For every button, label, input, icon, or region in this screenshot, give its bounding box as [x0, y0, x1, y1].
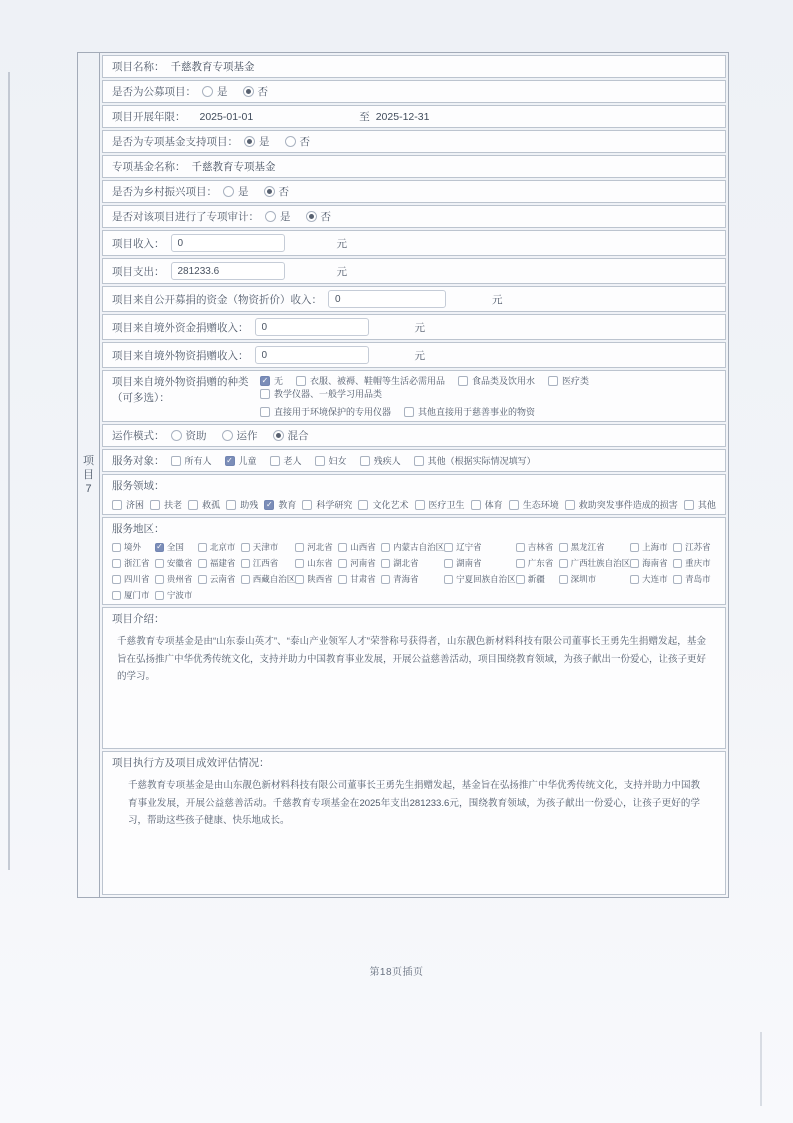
radio-option[interactable]: [171, 428, 207, 443]
form-row-expense: [102, 258, 726, 284]
checkbox-option[interactable]: [226, 498, 258, 511]
project-intro-text: 千慈教育专项基金是由“山东泰山英才”、“泰山产业领军人才”荣誉称号获得者，山东靓色新材料科技有限公司董事长王勇先生捐赠发起，基金旨在弘扬推广中华优秀传统文化，支持并助力中国教育事业发展，开展公益慈善活动，项目围绕教育领域，为孩子献出一份爱心，让孩子更好的学习。: [117, 636, 707, 683]
checkbox-option[interactable]: [338, 573, 381, 585]
checkbox-option[interactable]: [295, 557, 338, 569]
public-donation-income-label: 项目来自公开募捐的资金（物资折价）收入：: [112, 293, 322, 306]
option-label: 甘肃省: [350, 574, 376, 584]
option-label: 救孤: [202, 500, 221, 510]
checkbox-unchecked-icon: [415, 500, 425, 510]
duration-start-value: 2025-01-01: [199, 110, 254, 123]
option-label: 其他: [697, 500, 716, 510]
checkbox-option[interactable]: [444, 541, 516, 553]
checkbox-option[interactable]: [112, 557, 155, 569]
option-label: 湖南省: [456, 558, 482, 568]
expense-unit: 元: [336, 265, 347, 278]
option-label: 残疾人: [373, 456, 401, 466]
checkbox-unchecked-icon: [241, 543, 250, 552]
service-fields-label: 服务领域：: [112, 480, 165, 492]
checkbox-option[interactable]: [260, 387, 382, 400]
checkbox-unchecked-icon: [630, 543, 639, 552]
option-label: 否: [278, 186, 289, 198]
option-label: 宁夏回族自治区: [456, 574, 516, 584]
overseas-goods-income-unit: 元: [414, 349, 425, 362]
form-rows: [100, 53, 728, 897]
option-label: 扶老: [164, 500, 183, 510]
option-label: 河北省: [307, 542, 333, 552]
overseas-goods-types-label-line1: 项目来自境外物资捐赠的种类: [112, 376, 249, 388]
form-row-overseas-goods-types: [102, 370, 726, 422]
checkbox-unchecked-icon: [444, 543, 453, 552]
radio-option[interactable]: [306, 209, 332, 224]
special-fund-name-value: 千慈教育专项基金: [191, 161, 276, 173]
checkbox-option[interactable]: [241, 541, 296, 553]
checkbox-unchecked-icon: [260, 407, 270, 417]
checkbox-option[interactable]: [225, 454, 257, 467]
page-number-footer: 第18页插页: [369, 967, 424, 978]
checkbox-option[interactable]: [112, 589, 155, 601]
checkbox-unchecked-icon: [315, 456, 325, 466]
form-row-special-fund-name: [102, 155, 726, 178]
option-label: 湖北省: [393, 558, 419, 568]
radio-checked-icon: [306, 211, 317, 222]
option-label: 食品类及饮用水: [472, 376, 536, 386]
overseas-goods-types-line2: [260, 405, 716, 418]
option-label: 青海省: [393, 574, 419, 584]
checkbox-unchecked-icon: [444, 559, 453, 568]
expense-input[interactable]: [171, 262, 285, 280]
checkbox-option[interactable]: [516, 557, 559, 569]
form-row-overseas-goods-income: [102, 342, 726, 368]
form-row-public-donation-income: [102, 286, 726, 312]
checkbox-unchecked-icon: [295, 543, 304, 552]
form-row-overseas-fund-income: [102, 314, 726, 340]
option-label: 浙江省: [124, 558, 150, 568]
checkbox-unchecked-icon: [381, 575, 390, 584]
checkbox-option[interactable]: [458, 374, 535, 387]
checkbox-unchecked-icon: [338, 559, 347, 568]
checkbox-unchecked-icon: [673, 559, 682, 568]
checkbox-unchecked-icon: [155, 591, 164, 600]
form-row-service-areas: [102, 517, 726, 605]
radio-checked-icon: [273, 430, 284, 441]
checkbox-unchecked-icon: [381, 543, 390, 552]
radio-option[interactable]: [223, 184, 249, 199]
option-label: 北京市: [209, 542, 236, 552]
checkbox-option[interactable]: [358, 498, 408, 511]
radio-option[interactable]: [243, 84, 269, 99]
checkbox-checked-icon: [225, 456, 235, 466]
special-fund-supported-label: 是否为专项基金支持项目：: [112, 136, 238, 148]
option-label: 文化艺术: [372, 500, 409, 510]
checkbox-option[interactable]: [155, 557, 198, 569]
checkbox-unchecked-icon: [516, 575, 525, 584]
option-label: 济困: [126, 500, 145, 510]
checkbox-option[interactable]: [315, 454, 347, 467]
service-areas-label: 服务地区：: [112, 523, 165, 535]
overseas-goods-income-label: 项目来自境外物资捐赠收入：: [112, 349, 249, 362]
option-label: 救助突发事件造成的损害: [578, 500, 678, 510]
checkbox-unchecked-icon: [684, 500, 694, 510]
option-label: 否: [299, 136, 310, 148]
option-label: 山西省: [350, 542, 376, 552]
checkbox-unchecked-icon: [260, 389, 270, 399]
checkbox-option[interactable]: [559, 573, 631, 585]
checkbox-unchecked-icon: [188, 500, 198, 510]
overseas-fund-income-unit: 元: [414, 321, 425, 334]
checkbox-unchecked-icon: [112, 559, 121, 568]
option-label: 老人: [283, 456, 302, 466]
checkbox-unchecked-icon: [358, 500, 368, 510]
form-row-evaluation: [102, 751, 726, 895]
option-label: 其他直接用于慈善事业的物资: [418, 407, 536, 417]
checkbox-unchecked-icon: [112, 543, 121, 552]
checkbox-unchecked-icon: [444, 575, 453, 584]
option-label: 厦门市: [124, 590, 150, 600]
radio-option[interactable]: [265, 209, 291, 224]
option-label: 上海市: [642, 542, 668, 552]
checkbox-unchecked-icon: [155, 559, 164, 568]
option-label: 境外: [124, 542, 142, 552]
income-label: 项目收入：: [112, 237, 165, 250]
radio-unchecked-icon: [223, 186, 234, 197]
option-label: 深圳市: [570, 574, 597, 584]
duration-to-label: 至: [359, 111, 370, 123]
checkbox-unchecked-icon: [559, 543, 568, 552]
option-label: 海南省: [642, 558, 668, 568]
option-label: 助残: [240, 500, 259, 510]
option-label: 新疆: [527, 574, 545, 584]
checkbox-unchecked-icon: [112, 575, 121, 584]
overseas-goods-types-line1: [260, 374, 716, 400]
radio-unchecked-icon: [202, 86, 213, 97]
audit-radio-group: [265, 209, 331, 224]
checkbox-option[interactable]: [565, 498, 678, 511]
option-label: 是: [217, 86, 228, 98]
checkbox-unchecked-icon: [198, 543, 207, 552]
checkbox-unchecked-icon: [295, 575, 304, 584]
option-label: 教学仪器、一般学习用品类: [274, 389, 383, 399]
checkbox-option[interactable]: [559, 541, 631, 553]
option-label: 其他（根据实际情况填写）: [427, 456, 536, 466]
checkbox-option[interactable]: [509, 498, 559, 511]
project-name-value: 千慈教育专项基金: [170, 61, 255, 73]
checkbox-option[interactable]: [381, 541, 444, 553]
service-areas-checkbox-group: [112, 541, 716, 601]
option-label: 是: [238, 186, 249, 198]
form-row-service-fields: [102, 474, 726, 515]
checkbox-unchecked-icon: [673, 543, 682, 552]
checkbox-option[interactable]: [155, 573, 198, 585]
special-fund-supported-radio-group: [244, 134, 310, 149]
option-label: 全国: [166, 542, 184, 552]
checkbox-unchecked-icon: [565, 500, 575, 510]
option-label: 广东省: [527, 558, 554, 568]
checkbox-option[interactable]: [171, 454, 212, 467]
option-label: 贵州省: [166, 574, 193, 584]
project-intro-label: 项目介绍：: [112, 613, 165, 625]
checkbox-option[interactable]: [516, 541, 559, 553]
duration-label: 项目开展年限：: [112, 111, 186, 123]
checkbox-option[interactable]: [673, 557, 716, 569]
operation-mode-label: 运作模式：: [112, 430, 165, 442]
checkbox-unchecked-icon: [155, 575, 164, 584]
checkbox-option[interactable]: [516, 573, 559, 585]
option-label: 吉林省: [527, 542, 554, 552]
checkbox-checked-icon: [155, 543, 164, 552]
checkbox-unchecked-icon: [112, 500, 122, 510]
option-label: 江西省: [252, 558, 279, 568]
checkbox-unchecked-icon: [198, 575, 207, 584]
option-label: 宁波市: [166, 590, 193, 600]
form-row-audit: [102, 205, 726, 228]
checkbox-unchecked-icon: [241, 575, 250, 584]
option-label: 云南省: [209, 574, 236, 584]
option-label: 青岛市: [685, 574, 711, 584]
option-label: 是: [259, 136, 270, 148]
evaluation-text: 千慈教育专项基金是由山东靓色新材料科技有限公司董事长王勇先生捐赠发起，基金旨在弘扬推广中华优秀传统文化，支持并助力中国教育事业发展，开展公益慈善活动。千慈教育专项基金在2025年支出281233.6元，围绕教育领域，为孩子献出一份爱心，让孩子更好的学习，帮助这些孩子健康、快乐地成长。: [128, 780, 700, 827]
rural-revitalization-label: 是否为乡村振兴项目：: [112, 186, 217, 198]
overseas-goods-types-label-line2: （可多选）：: [112, 392, 170, 405]
radio-option[interactable]: [273, 428, 309, 443]
public-fundraising-radio-group: [202, 84, 268, 99]
row-group-label-column: [78, 53, 100, 897]
radio-option[interactable]: [202, 84, 228, 99]
radio-option[interactable]: [222, 428, 258, 443]
checkbox-option[interactable]: [198, 557, 241, 569]
option-label: 否: [257, 86, 268, 98]
option-label: 福建省: [209, 558, 236, 568]
checkbox-option[interactable]: [260, 405, 391, 418]
radio-checked-icon: [264, 186, 275, 197]
option-label: 是: [280, 211, 291, 223]
checkbox-option[interactable]: [630, 557, 673, 569]
option-label: 教育: [278, 500, 297, 510]
option-label: 天津市: [252, 542, 279, 552]
checkbox-option[interactable]: [270, 454, 302, 467]
radio-checked-icon: [243, 86, 254, 97]
checkbox-option[interactable]: [241, 557, 296, 569]
checkbox-option[interactable]: [414, 454, 536, 467]
checkbox-unchecked-icon: [509, 500, 519, 510]
option-label: 重庆市: [685, 558, 711, 568]
checkbox-option[interactable]: [198, 573, 241, 585]
scan-edge-artifact: [8, 72, 10, 870]
checkbox-option[interactable]: [112, 541, 155, 553]
option-label: 混合: [287, 430, 309, 442]
form-row-operation-mode: [102, 424, 726, 447]
option-label: 资助: [185, 430, 207, 442]
overseas-fund-income-input[interactable]: [255, 318, 369, 336]
form-row-service-targets: [102, 449, 726, 472]
form-row-income: [102, 230, 726, 256]
checkbox-option[interactable]: [296, 374, 445, 387]
checkbox-option[interactable]: [630, 541, 673, 553]
overseas-goods-types-options: [260, 374, 716, 418]
option-label: 陕西省: [307, 574, 333, 584]
checkbox-unchecked-icon: [338, 543, 347, 552]
checkbox-unchecked-icon: [471, 500, 481, 510]
operation-mode-radio-group: [171, 428, 309, 443]
option-label: 医疗类: [562, 376, 590, 386]
form-row-project-name: [102, 55, 726, 78]
checkbox-option[interactable]: [548, 374, 589, 387]
checkbox-checked-icon: [264, 500, 274, 510]
form-row-special-fund-supported: [102, 130, 726, 153]
option-label: 广西壮族自治区: [570, 558, 631, 568]
checkbox-unchecked-icon: [559, 559, 568, 568]
option-label: 生态环境: [522, 500, 559, 510]
checkbox-option[interactable]: [112, 498, 144, 511]
checkbox-option[interactable]: [673, 541, 716, 553]
service-fields-checkbox-group: [112, 498, 716, 511]
checkbox-unchecked-icon: [295, 559, 304, 568]
option-label: 运作: [236, 430, 258, 442]
project-name-label: 项目名称：: [112, 61, 165, 73]
option-label: 直接用于环境保护的专用仪器: [274, 407, 392, 417]
checkbox-unchecked-icon: [516, 559, 525, 568]
option-label: 医疗卫生: [428, 500, 465, 510]
radio-checked-icon: [244, 136, 255, 147]
overseas-goods-income-input[interactable]: [255, 346, 369, 364]
radio-unchecked-icon: [222, 430, 233, 441]
checkbox-option[interactable]: [260, 374, 283, 387]
checkbox-option[interactable]: [559, 557, 631, 569]
option-label: 安徽省: [166, 558, 193, 568]
option-label: 妇女: [328, 456, 347, 466]
income-input[interactable]: [171, 234, 285, 252]
form-row-duration: [102, 105, 726, 128]
checkbox-unchecked-icon: [630, 559, 639, 568]
evaluation-label: 项目执行方及项目成效评估情况：: [112, 757, 270, 769]
checkbox-unchecked-icon: [673, 575, 682, 584]
option-label: 山东省: [307, 558, 333, 568]
checkbox-unchecked-icon: [360, 456, 370, 466]
form-row-project-intro: [102, 607, 726, 749]
radio-option[interactable]: [264, 184, 290, 199]
form-row-public-fundraising: [102, 80, 726, 103]
checkbox-unchecked-icon: [630, 575, 639, 584]
rural-revitalization-radio-group: [223, 184, 289, 199]
checkbox-option[interactable]: [415, 498, 465, 511]
checkbox-option[interactable]: [404, 405, 535, 418]
checkbox-option[interactable]: [295, 541, 338, 553]
checkbox-unchecked-icon: [414, 456, 424, 466]
checkbox-option[interactable]: [188, 498, 220, 511]
option-label: 辽宁省: [456, 542, 482, 552]
checkbox-unchecked-icon: [404, 407, 414, 417]
checkbox-option[interactable]: [444, 573, 516, 585]
checkbox-option[interactable]: [302, 498, 352, 511]
radio-option[interactable]: [285, 134, 311, 149]
row-group-label: 项目7: [83, 454, 94, 496]
checkbox-option[interactable]: [630, 573, 673, 585]
checkbox-unchecked-icon: [548, 376, 558, 386]
checkbox-unchecked-icon: [559, 575, 568, 584]
checkbox-unchecked-icon: [150, 500, 160, 510]
checkbox-unchecked-icon: [458, 376, 468, 386]
form-row-rural-revitalization: [102, 180, 726, 203]
option-label: 科学研究: [316, 500, 353, 510]
option-label: 无: [274, 376, 284, 386]
radio-unchecked-icon: [265, 211, 276, 222]
checkbox-unchecked-icon: [198, 559, 207, 568]
checkbox-option[interactable]: [444, 557, 516, 569]
checkbox-unchecked-icon: [516, 543, 525, 552]
option-label: 江苏省: [685, 542, 711, 552]
checkbox-option[interactable]: [150, 498, 182, 511]
option-label: 体育: [484, 500, 503, 510]
checkbox-option[interactable]: [241, 573, 296, 585]
checkbox-option[interactable]: [264, 498, 296, 511]
option-label: 西藏自治区: [252, 574, 296, 584]
option-label: 内蒙古自治区: [393, 542, 445, 552]
checkbox-unchecked-icon: [171, 456, 181, 466]
checkbox-unchecked-icon: [226, 500, 236, 510]
public-fundraising-label: 是否为公募项目：: [112, 86, 196, 98]
checkbox-option[interactable]: [360, 454, 401, 467]
project-info-table: [77, 52, 729, 898]
checkbox-option[interactable]: [338, 557, 381, 569]
service-targets-label: 服务对象：: [112, 455, 165, 467]
checkbox-unchecked-icon: [270, 456, 280, 466]
option-label: 儿童: [238, 456, 257, 466]
checkbox-option[interactable]: [381, 557, 444, 569]
special-fund-name-label: 专项基金名称：: [112, 161, 186, 173]
option-label: 衣服、被褥、鞋帽等生活必需用品: [310, 376, 446, 386]
checkbox-option[interactable]: [338, 541, 381, 553]
option-label: 黑龙江省: [570, 542, 605, 552]
expense-label: 项目支出：: [112, 265, 165, 278]
income-unit: 元: [336, 237, 347, 250]
public-donation-income-input[interactable]: [328, 290, 446, 308]
checkbox-unchecked-icon: [338, 575, 347, 584]
scan-edge-artifact: [760, 1032, 762, 1106]
service-targets-checkbox-group: [171, 454, 549, 467]
checkbox-option[interactable]: [198, 541, 241, 553]
checkbox-checked-icon: [260, 376, 270, 386]
checkbox-option[interactable]: [673, 573, 716, 585]
checkbox-unchecked-icon: [241, 559, 250, 568]
checkbox-option[interactable]: [155, 589, 198, 601]
radio-option[interactable]: [244, 134, 270, 149]
checkbox-option[interactable]: [295, 573, 338, 585]
checkbox-option[interactable]: [112, 573, 155, 585]
option-label: 所有人: [184, 456, 212, 466]
radio-unchecked-icon: [285, 136, 296, 147]
checkbox-unchecked-icon: [381, 559, 390, 568]
overseas-fund-income-label: 项目来自境外资金捐赠收入：: [112, 321, 249, 334]
overseas-goods-types-label: [112, 374, 254, 407]
checkbox-option[interactable]: [684, 498, 716, 511]
checkbox-unchecked-icon: [296, 376, 306, 386]
checkbox-unchecked-icon: [302, 500, 312, 510]
checkbox-option[interactable]: [471, 498, 503, 511]
checkbox-option[interactable]: [155, 541, 198, 553]
option-label: 四川省: [124, 574, 150, 584]
checkbox-unchecked-icon: [112, 591, 121, 600]
duration-end-value: 2025-12-31: [375, 110, 430, 123]
audit-label: 是否对该项目进行了专项审计：: [112, 211, 259, 223]
option-label: 河南省: [350, 558, 376, 568]
option-label: 大连市: [642, 574, 668, 584]
checkbox-option[interactable]: [381, 573, 444, 585]
public-donation-income-unit: 元: [492, 293, 503, 306]
radio-unchecked-icon: [171, 430, 182, 441]
option-label: 否: [320, 211, 331, 223]
